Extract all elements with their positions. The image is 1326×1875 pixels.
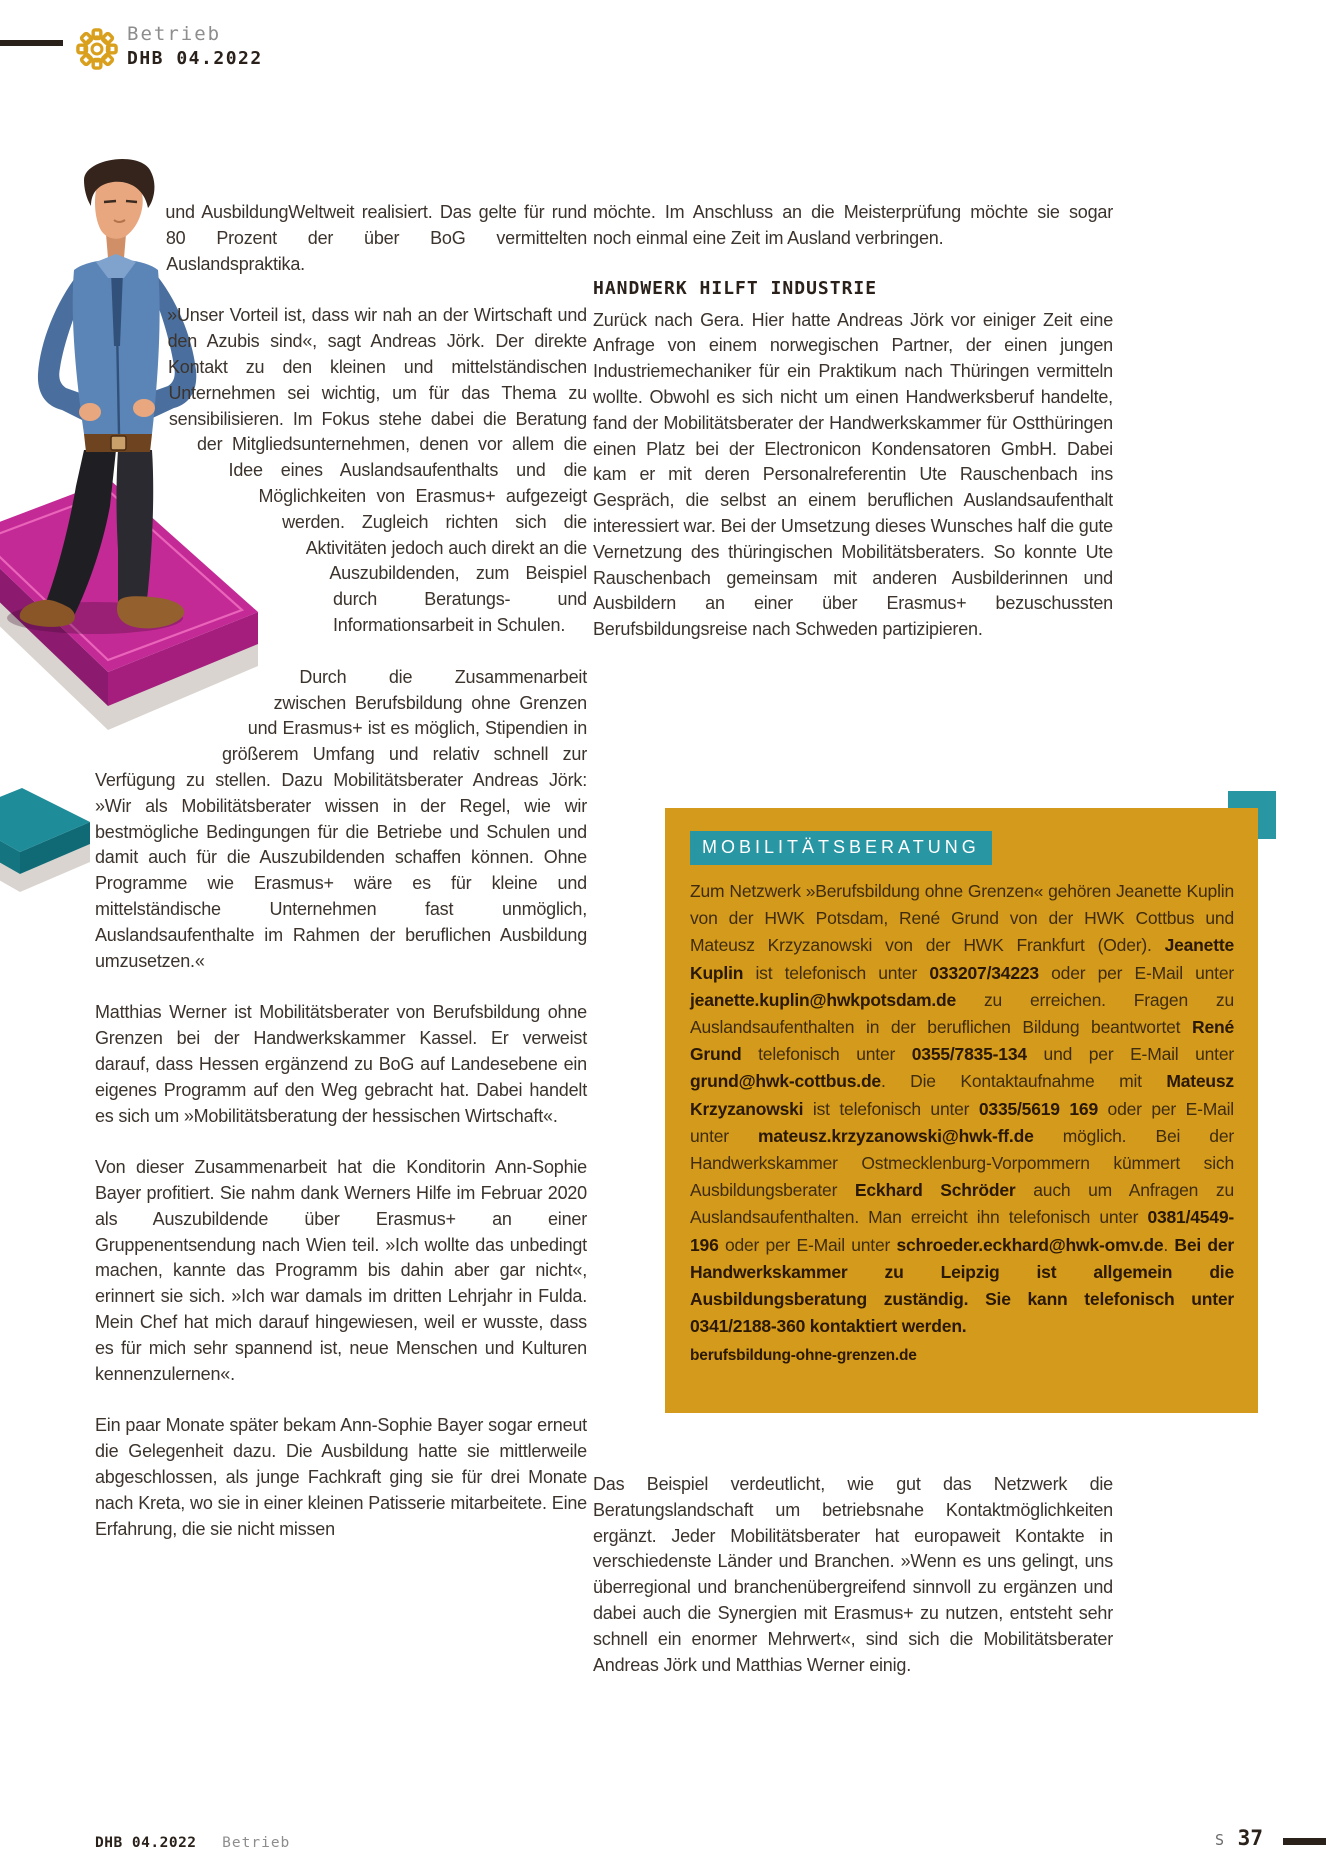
- paragraph: Ein paar Monate später bekam Ann-Sophie Bayer sogar erneut die Gelegenheit dazu. Die Ausbildung hatte sie mittlerweile abgeschlossen, als junge Fachkraft ging sie für drei Monate nach Kreta, wo sie in einer kleinen Patisserie mitarbeitete. Eine Erfahrung, die sie nicht missen: [95, 1415, 587, 1539]
- mobility-infobox: [665, 808, 1258, 1413]
- paragraph: Matthias Werner ist Mobilitätsberater von Berufsbildung ohne Grenzen bei der Handwerkskammer Kassel. Er verweist darauf, dass Hessen ergänzend zu BoG auf Landesebene ein eigenes Programm auf den Weg gebracht hat. Dabei handelt es sich um »Mobilitätsberatung der hessischen Wirtschaft«.: [95, 1002, 587, 1126]
- footer-left: [95, 1832, 290, 1851]
- left-column: [95, 200, 587, 1568]
- infobox-text: Zum Netzwerk »Berufsbildung ohne Grenzen« gehören Jeanette Kuplin von der HWK Potsdam, René Grund von der HWK Cottbus und Mateusz Krzyzanowski von der HWK Frankfurt (Oder). Jeanette Kuplin ist telefonisch unter 033207/34223 oder per E-Mail unter jeanette.kuplin@hwkpotsdam.de zu erreichen. Fragen zu Auslandsaufenthalten in der beruflichen Bildung beantwortet René Grund telefonisch unter 0355/7835-134 und per E-Mail unter grund@hwk-cottbus.de. Die Kontaktaufnahme mit Mateusz Krzyzanowski ist telefonisch unter 0335/5619 169 oder per E-Mail unter mateusz.krzyzanowski@hwk-ff.de möglich. Bei der Handwerkskammer Ostmecklenburg-Vorpommern kümmert sich Ausbildungsberater Eckhard Schröder auch um Anfragen zu Auslandsaufenthalten. Man erreicht ihn telefonisch unter 0381/4549-196 oder per E-Mail unter schroeder.eckhard@hwk-omv.de. Bei der Handwerkskammer zu Leipzig ist allgemein die Ausbildungsberatung zuständig. Sie kann telefonisch unter 0341/2188-360 kontaktiert werden.: [690, 881, 1235, 1337]
- paragraph: Das Beispiel verdeutlicht, wie gut das Netzwerk die Beratungslandschaft um betriebsnahe Kontaktmöglichkeiten ergänzt. Jeder Mobilitätsberater hat europaweit Kontakte in verschiedenste Länder und Branchen. »Wenn es uns gelingt, uns überregional und branchenübergreifend sinnvoll zu ergänzen und dabei auch die Synergien mit Erasmus+ zu nutzen, entsteht sehr schnell ein enormer Mehrwert«, sind sich die Mobilitätsberater Andreas Jörk und Matthias Werner einig.: [593, 1474, 1113, 1675]
- footer-section: Betrieb: [222, 1835, 291, 1851]
- page-number-prefix: S: [1215, 1831, 1225, 1849]
- paragraph: Zurück nach Gera. Hier hatte Andreas Jörk vor einiger Zeit eine Anfrage von einem norwegischen Partner, der einen jungen Industriemechaniker für ein Praktikum nach Thüringen vermitteln wollte. Obwohl es sich nicht um einen Handwerksberuf handelte, fand der Mobilitätsberater der Handwerkskammer für Ostthüringen einen Platz bei der Electronicon Kondensatoren GmbH. Dabei kam er mit deren Personalreferentin Ute Rauschenbach ins Gespräch, die selbst an einem beruflichen Auslandsaufenthalt interessiert war. Bei der Umsetzung dieses Wunsches half die gute Vernetzung des thüringischen Mobilitätsberaters. So konnte Ute Rauschenbach gemeinsam mit anderen Ausbilderinnen und Ausbildern an einer über Erasmus+ bezuschussten Berufsbildungsreise nach Schweden partizipieren.: [593, 309, 1113, 640]
- page-number-value: 37: [1237, 1826, 1263, 1850]
- subheading-handwerk-hilft-industrie: HANDWERK HILFT INDUSTRIE: [593, 277, 878, 299]
- section-kicker: Betrieb: [127, 23, 222, 45]
- paragraph: und AusbildungWeltweit realisiert. Das gelte für rund 80 Prozent der über BoG vermittelten Auslandspraktika.: [165, 202, 587, 274]
- infobox-website-link: berufsbildung-ohne-grenzen.de: [690, 1347, 917, 1365]
- page-header: [76, 24, 263, 70]
- gear-icon: [76, 28, 118, 70]
- paragraph: Durch die Zusammenarbeit zwischen Berufsbildung ohne Grenzen und Erasmus+ ist es möglich, Stipendien in größerem Umfang und relativ schnell zur Verfügung zu stellen. Dazu Mobilitätsberater Andreas Jörk: »Wir als Mobilitätsberater wissen in der Regel, wie wir bestmögliche Bedingungen für die Betriebe und Schulen und damit auch für die Auszubildenden schaffen können. Ohne Programme wie Erasmus+ wäre es für kleine und mittelständische Unternehmen fast unmöglich, Auslandsaufenthalte im Rahmen der beruflichen Ausbildung umzusetzen.«: [95, 666, 587, 971]
- top-left-rule: [0, 40, 63, 46]
- paragraph: Von dieser Zusammenarbeit hat die Konditorin Ann-Sophie Bayer profitiert. Sie nahm dank Werners Hilfe im Februar 2020 als Auszubildende über Erasmus+ an einer Gruppenentsendung nach Wien teil. »Ich wollte das unbedingt machen, kannte das Programm bis dahin aber gar nicht«, erinnert sie sich. »Ich war damals im dritten Lehrjahr in Fulda. Mein Chef hat mich darauf hingewiesen, weil er wusste, dass es für mich sehr spannend ist, neue Menschen und Kulturen kennenzulernen«.: [95, 1157, 587, 1384]
- paragraph: »Unser Vorteil ist, dass wir nah an der Wirtschaft und den Azubis sind«, sagt Andreas Jörk. Der direkte Kontakt zu den kleinen und mittelständischen Unternehmen sei wichtig, um für das Thema zu sensibilisieren. Im Fokus stehe dabei die Beratung der Mitgliedsunternehmen, denen vor allem die Idee eines Auslandsaufenthalts und die Möglichkeiten von Erasmus+ aufgezeigt werden. Zugleich richten sich die Aktivitäten jedoch auch direkt an die Auszubildenden, zum Beispiel durch Beratungs- und Informationsarbeit in Schulen.: [167, 305, 587, 635]
- paragraph: möchte. Im Anschluss an die Meisterprüfung möchte sie sogar noch einmal eine Zeit im Ausland verbringen.: [593, 202, 1113, 248]
- issue-label: DHB 04.2022: [127, 47, 263, 69]
- closing-paragraph-block: [593, 1472, 1113, 1704]
- footer-issue: DHB 04.2022: [95, 1835, 197, 1851]
- footer-right-rule: [1283, 1838, 1326, 1845]
- right-column: [593, 200, 1113, 669]
- infobox-title-badge: MOBILITÄTSBERATUNG: [690, 831, 992, 865]
- page-number: [1215, 1826, 1263, 1850]
